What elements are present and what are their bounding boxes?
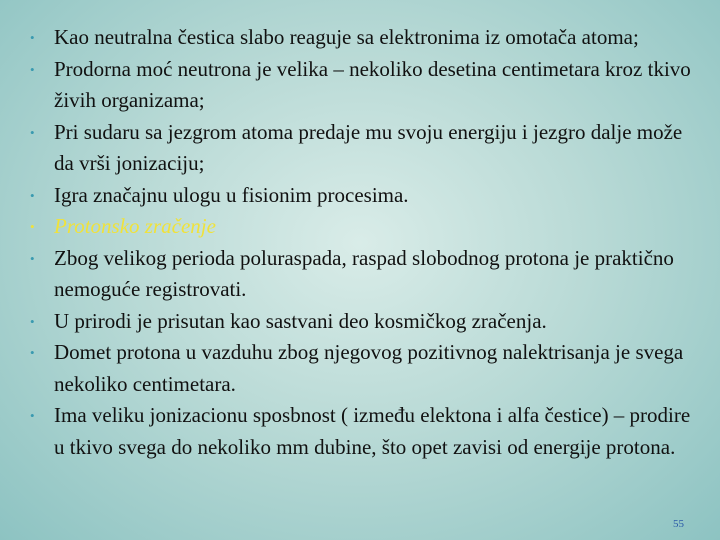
bullet-item bbox=[28, 400, 698, 463]
bullet-dot-icon: • bbox=[30, 408, 35, 423]
bullet-dot-icon: • bbox=[30, 313, 35, 329]
bullet-item bbox=[28, 117, 698, 180]
bullet-text: Zbog velikog perioda poluraspada, raspad slobodnog protona je praktično nemoguće registrovati. bbox=[54, 245, 674, 301]
bullet-text: U prirodi je prisutan kao sastvani deo kosmičkog zračenja. bbox=[54, 308, 547, 333]
bullet-dot-icon: • bbox=[30, 219, 35, 234]
bullet-dot-icon: • bbox=[30, 250, 35, 266]
bullet-text: Igra značajnu ulogu u fisionim procesima. bbox=[54, 182, 409, 207]
bullet-text: Domet protona u vazduhu zbog njegovog pozitivnog nalektrisanja je svega nekoliko centimetara. bbox=[54, 340, 684, 396]
bullet-text: Pri sudaru sa jezgrom atoma predaje mu svoju energiju i jezgro dalje može da vrši jonizaciju; bbox=[54, 119, 683, 175]
page-number: 55 bbox=[673, 518, 684, 530]
bullet-list bbox=[28, 22, 698, 463]
bullet-dot-icon: • bbox=[30, 61, 35, 77]
bullet-text: Prodorna moć neutrona je velika – nekoliko desetina centimetara kroz tkivo živih organizama; bbox=[54, 56, 691, 112]
bullet-item bbox=[28, 54, 698, 117]
bullet-item bbox=[28, 22, 698, 54]
section-heading: Protonsko zračenje bbox=[54, 214, 216, 238]
bullet-item bbox=[28, 337, 698, 400]
bullet-item bbox=[28, 306, 698, 338]
bullet-item-section-heading bbox=[28, 211, 698, 243]
bullet-text: Ima veliku jonizacionu sposbnost ( između elektona i alfa čestice) – prodire u tkivo svega do nekoliko mm dubine, što opet zavisi od energije protona. bbox=[54, 403, 691, 459]
bullet-text: Kao neutralna čestica slabo reaguje sa elektronima iz omotača atoma; bbox=[54, 25, 639, 49]
bullet-dot-icon: • bbox=[30, 187, 35, 203]
bullet-item bbox=[28, 180, 698, 212]
bullet-dot-icon: • bbox=[30, 30, 35, 45]
bullet-item bbox=[28, 243, 698, 306]
bullet-dot-icon: • bbox=[30, 124, 35, 140]
bullet-dot-icon: • bbox=[30, 345, 35, 360]
